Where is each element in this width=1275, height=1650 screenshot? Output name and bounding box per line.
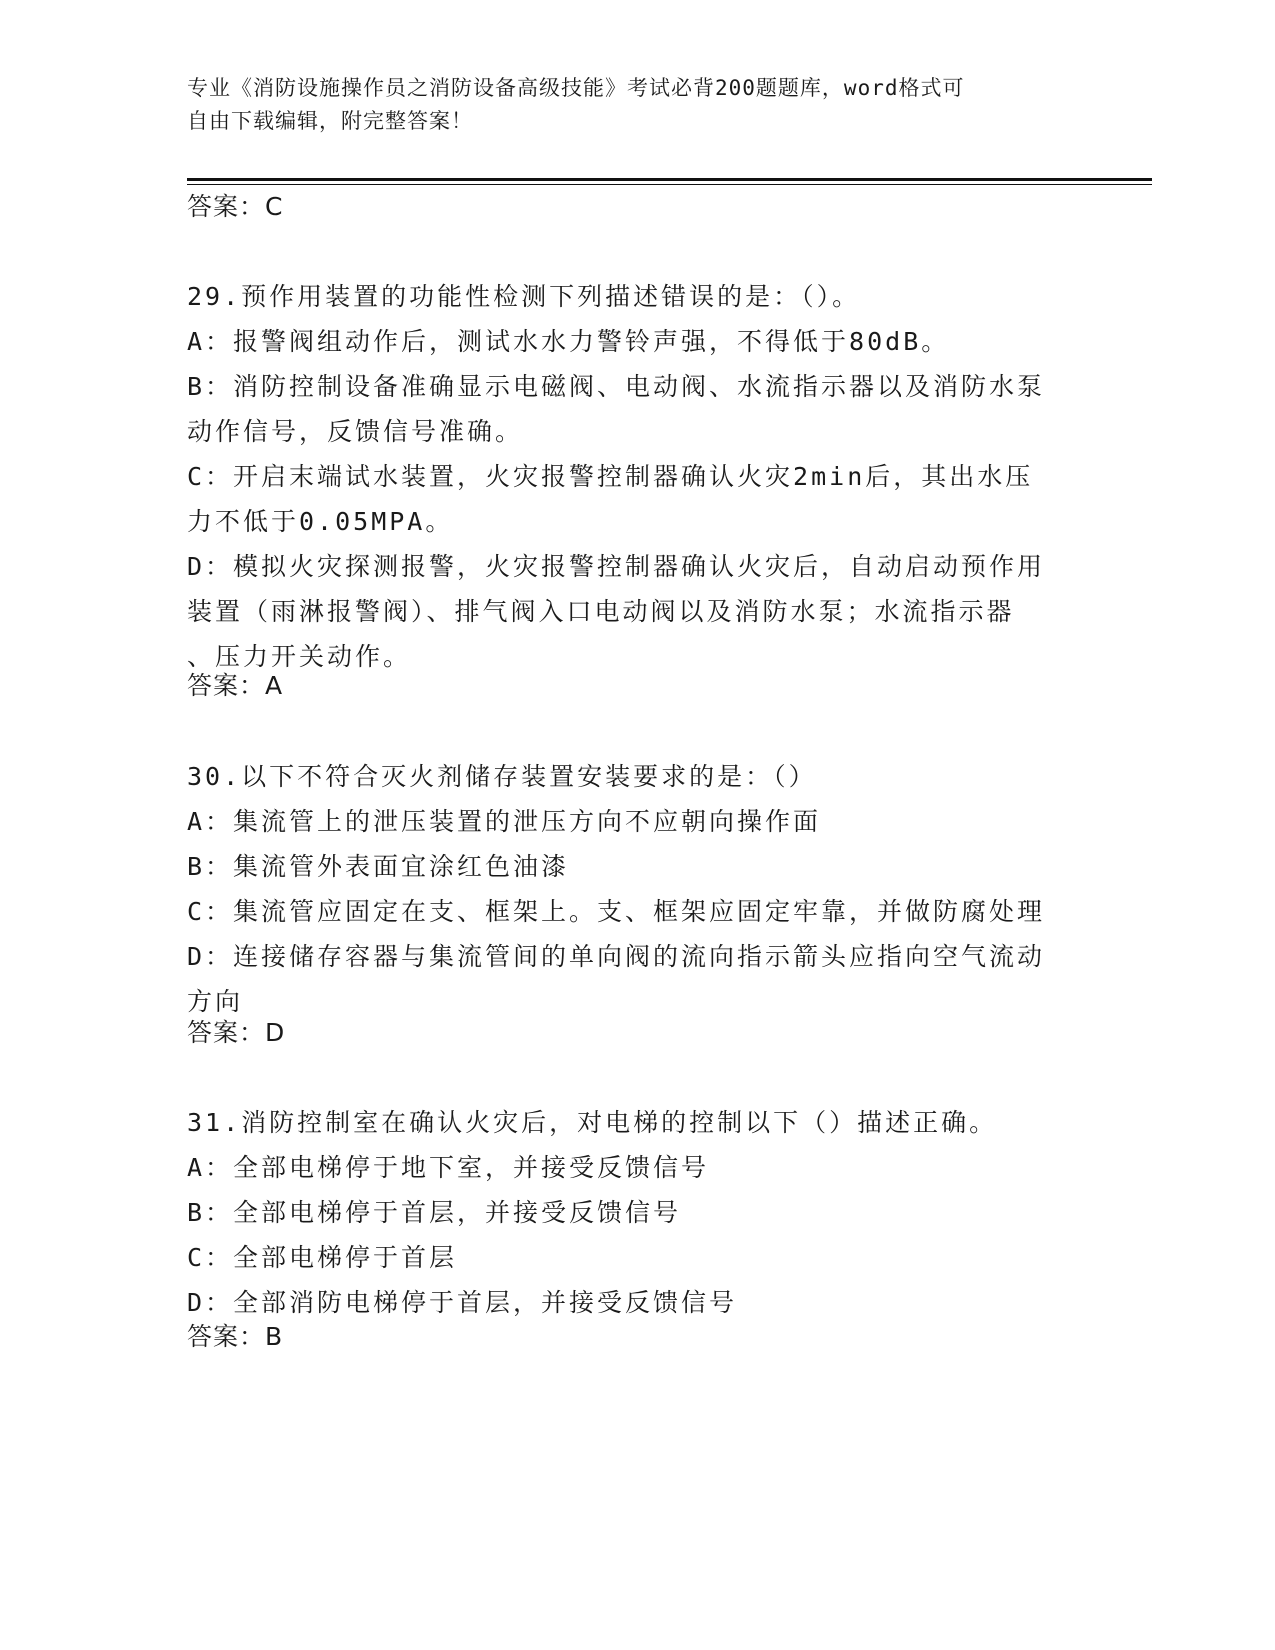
question-stem: 29.预作用装置的功能性检测下列描述错误的是：（）。 [187, 282, 861, 311]
option-b: B：全部电梯停于首层，并接受反馈信号 [187, 1198, 682, 1227]
option-a: A：集流管上的泄压装置的泄压方向不应朝向操作面 [187, 807, 822, 836]
question-30 [187, 754, 1077, 1024]
option-b-cont: 动作信号，反馈信号准确。 [187, 417, 524, 446]
option-c: C：集流管应固定在支、框架上。支、框架应固定牢靠，并做防腐处理 [187, 897, 1046, 926]
document-header [187, 72, 1067, 138]
question-31 [187, 1100, 1077, 1325]
answer-label-31: 答案：B [187, 1322, 284, 1351]
option-c: C：开启末端试水装置，火灾报警控制器确认火灾2min后，其出水压 [187, 462, 1034, 491]
header-rule-thin [187, 184, 1152, 185]
question-stem: 31.消防控制室在确认火灾后，对电梯的控制以下（）描述正确。 [187, 1108, 998, 1137]
option-b: B：消防控制设备准确显示电磁阀、电动阀、水流指示器以及消防水泵 [187, 372, 1046, 401]
option-c: C：全部电梯停于首层 [187, 1243, 458, 1272]
answer-label-30: 答案：D [187, 1018, 286, 1047]
option-d: D：模拟火灾探测报警，火灾报警控制器确认火灾后，自动启动预作用 [187, 552, 1046, 581]
answer-label-29: 答案：A [187, 671, 284, 700]
option-d-cont-2: 、压力开关动作。 [187, 642, 412, 671]
option-b: B：集流管外表面宜涂红色油漆 [187, 852, 570, 881]
question-29 [187, 274, 1077, 679]
option-d: D：连接储存容器与集流管间的单向阀的流向指示箭头应指向空气流动 [187, 942, 1046, 971]
header-rule-thick [187, 178, 1152, 181]
answer-label-prev: 答案：C [187, 192, 284, 221]
option-d-cont: 方向 [187, 987, 244, 1016]
header-line-1: 专业《消防设施操作员之消防设备高级技能》考试必背200题题库，word格式可 [187, 76, 965, 100]
question-stem: 30.以下不符合灭火剂储存装置安装要求的是：（） [187, 762, 817, 791]
option-d: D：全部消防电梯停于首层，并接受反馈信号 [187, 1288, 738, 1317]
option-a: A：报警阀组动作后，测试水水力警铃声强，不得低于80dB。 [187, 327, 950, 356]
option-d-cont: 装置（雨淋报警阀）、排气阀入口电动阀以及消防水泵；水流指示器 [187, 597, 1015, 626]
option-a: A：全部电梯停于地下室，并接受反馈信号 [187, 1153, 710, 1182]
header-line-2: 自由下载编辑，附完整答案！ [187, 109, 473, 133]
option-c-cont: 力不低于0.05MPA。 [187, 507, 454, 536]
